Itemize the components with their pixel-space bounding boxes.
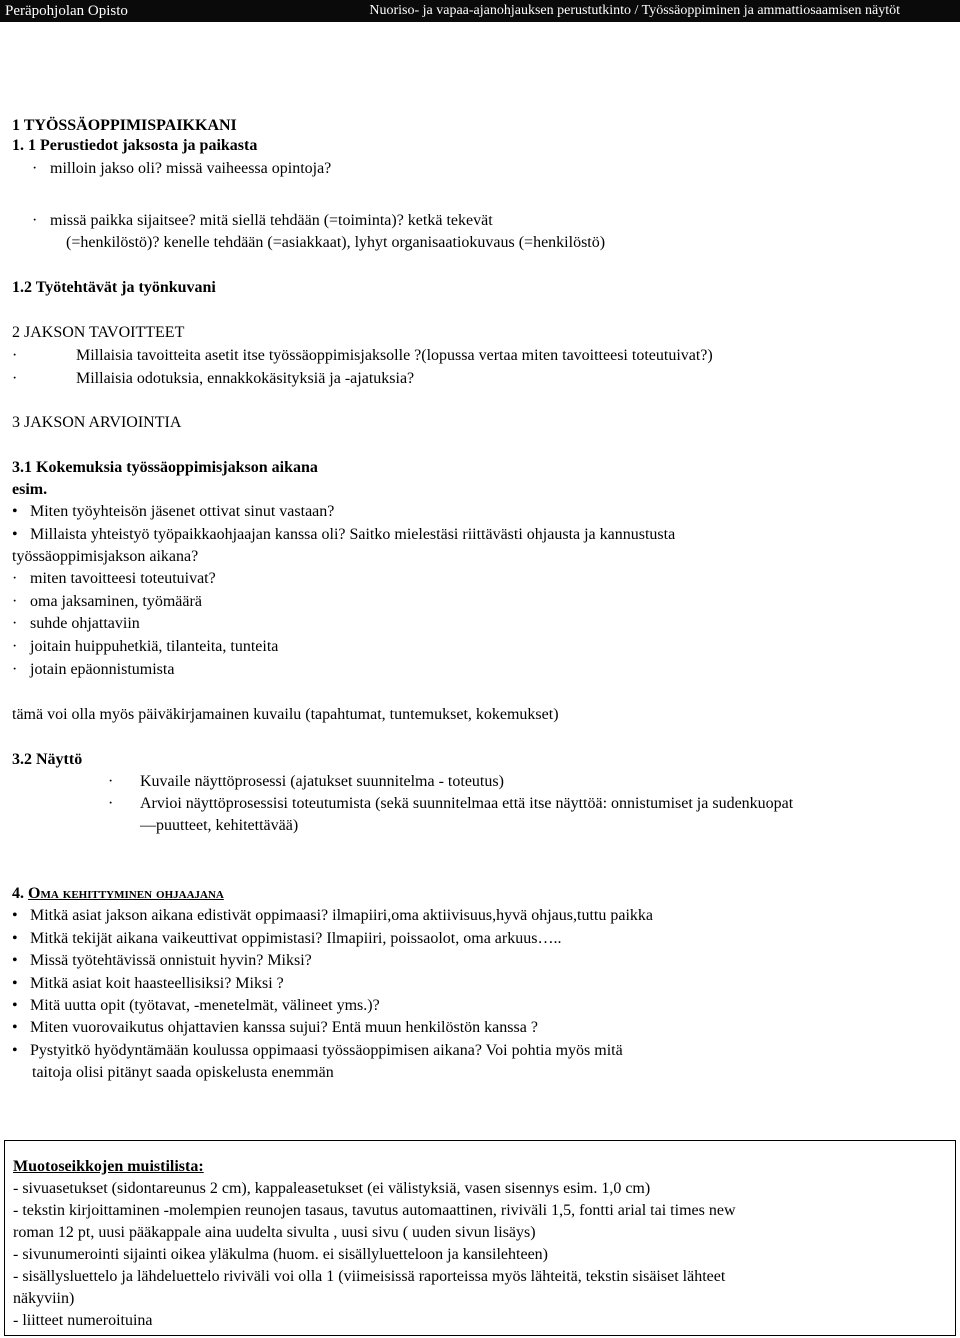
dot-line: · miten tavoitteesi toteutuivat? bbox=[12, 570, 216, 587]
bullet-continuation: työssäoppimisjakson aikana? bbox=[12, 548, 199, 565]
dot-line: · oma jaksaminen, työmäärä bbox=[12, 593, 202, 610]
bullet-line: · Millaisia tavoitteita asetit itse työssäoppimisjaksolle ?(lopussa vertaa miten tavoitteesi toteutuivat?) bbox=[12, 347, 713, 364]
dot-line: · Kuvaile näyttöprosessi (ajatukset suunnitelma - toteutus) bbox=[108, 773, 504, 790]
bullet-continuation: taitoja olisi pitänyt saada opiskelusta enemmän bbox=[32, 1064, 334, 1081]
example-label: esim. bbox=[12, 481, 48, 498]
section-3-1-title: 3.1 Kokemuksia työssäoppimisjakson aikana bbox=[12, 459, 318, 476]
header-school-name: Peräpohjolan Opisto bbox=[5, 3, 128, 19]
bullet-line: • Miten työyhteisön jäsenet ottivat sinut vastaan? bbox=[12, 503, 335, 520]
checklist-title: Muotoseikkojen muistilista: bbox=[13, 1158, 204, 1175]
note-text: tämä voi olla myös päiväkirjamainen kuvailu (tapahtumat, tuntemukset, kokemukset) bbox=[12, 706, 559, 723]
bullet-line: • Mitkä tekijät aikana vaikeuttivat oppimistasi? Ilmapiiri, poissaolot, oma arkuus….. bbox=[12, 930, 562, 947]
page-header bbox=[0, 0, 960, 22]
section-1-title: 1 TYÖSSÄOPPIMISPAIKKANI bbox=[12, 117, 237, 134]
checklist-line: - tekstin kirjoittaminen -molempien reunojen tasaus, tavutus automaattinen, riviväli 1,5, fontti arial tai times new bbox=[13, 1202, 736, 1219]
checklist-line: - liitteet numeroituina bbox=[13, 1312, 153, 1329]
checklist-line: - sisällysluettelo ja lähdeluettelo riviväli voi olla 1 (viimeisissä raporteissa myös lähteitä, tekstin sisäiset lähteet bbox=[13, 1268, 726, 1285]
bullet-line: • Missä työtehtävissä onnistuit hyvin? Miksi? bbox=[12, 952, 312, 969]
formatting-checklist-box bbox=[4, 1140, 956, 1336]
checklist-line: näkyviin) bbox=[13, 1290, 75, 1307]
bullet-line: • Mitkä asiat jakson aikana edistivät oppimaasi? ilmapiiri,oma aktiivisuus,hyvä ohjaus,tuttu paikka bbox=[12, 907, 653, 924]
bullet-line: · milloin jakso oli? missä vaiheessa opintoja? bbox=[32, 160, 332, 177]
bullet-line: • Mitkä asiat koit haasteellisiksi? Miksi ? bbox=[12, 975, 284, 992]
section-1-1-title: 1. 1 Perustiedot jaksosta ja paikasta bbox=[12, 137, 258, 154]
section-3-2-title: 3.2 Näyttö bbox=[12, 751, 83, 768]
checklist-line: roman 12 pt, uusi pääkappale aina uudelta sivulta , uusi sivu ( uuden sivun lisäys) bbox=[13, 1224, 536, 1241]
bullet-continuation: (=henkilöstö)? kenelle tehdään (=asiakkaat), lyhyt organisaatiokuvaus (=henkilöstö) bbox=[66, 234, 606, 251]
checklist-line: - sivunumerointi sijainti oikea yläkulma (huom. ei sisällyluetteloon ja kansilehteen) bbox=[13, 1246, 548, 1263]
section-1-2-title: 1.2 Työtehtävät ja työnkuvani bbox=[12, 279, 216, 296]
bullet-line: · Millaisia odotuksia, ennakkokäsityksiä ja -ajatuksia? bbox=[12, 370, 415, 387]
bullet-line: • Pystyitkö hyödyntämään koulussa oppimaasi työssäoppimisen aikana? Voi pohtia myös mitä bbox=[12, 1042, 623, 1059]
dot-line: · jotain epäonnistumista bbox=[12, 661, 175, 678]
bullet-line: • Millaista yhteistyö työpaikkaohjaajan kanssa oli? Saitko mielestäsi riittävästi ohjausta ja kannustusta bbox=[12, 526, 676, 543]
section-2-title: 2 JAKSON TAVOITTEET bbox=[12, 324, 185, 341]
dot-line: · joitain huippuhetkiä, tilanteita, tunteita bbox=[12, 638, 279, 655]
checklist-line: - sivuasetukset (sidontareunus 2 cm), kappaleasetukset (ei välistyksiä, vasen sisennys esim. 1,0 cm) bbox=[13, 1180, 651, 1197]
dot-line: · suhde ohjattaviin bbox=[12, 615, 140, 632]
section-4-title: 4. Oma kehittyminen ohjaajana bbox=[12, 885, 224, 902]
header-course-title: Nuoriso- ja vapaa-ajanohjauksen perustutkinto / Työssäoppiminen ja ammattiosaamisen näytöt bbox=[369, 3, 900, 18]
bullet-line: · missä paikka sijaitsee? mitä siellä tehdään (=toiminta)? ketkä tekevät bbox=[32, 212, 493, 229]
dot-line: · Arvioi näyttöprosessisi toteutumista (sekä suunnitelmaa että itse näyttöä: onnistumiset ja sudenkuopat bbox=[108, 795, 794, 812]
bullet-line: • Mitä uutta opit (työtavat, -menetelmät, välineet yms.)? bbox=[12, 997, 380, 1014]
bullet-line: • Miten vuorovaikutus ohjattavien kanssa sujui? Entä muun henkilöstön kanssa ? bbox=[12, 1019, 538, 1036]
section-3-title: 3 JAKSON ARVIOINTIA bbox=[12, 414, 182, 431]
dot-continuation: —puutteet, kehitettävää) bbox=[140, 817, 299, 834]
